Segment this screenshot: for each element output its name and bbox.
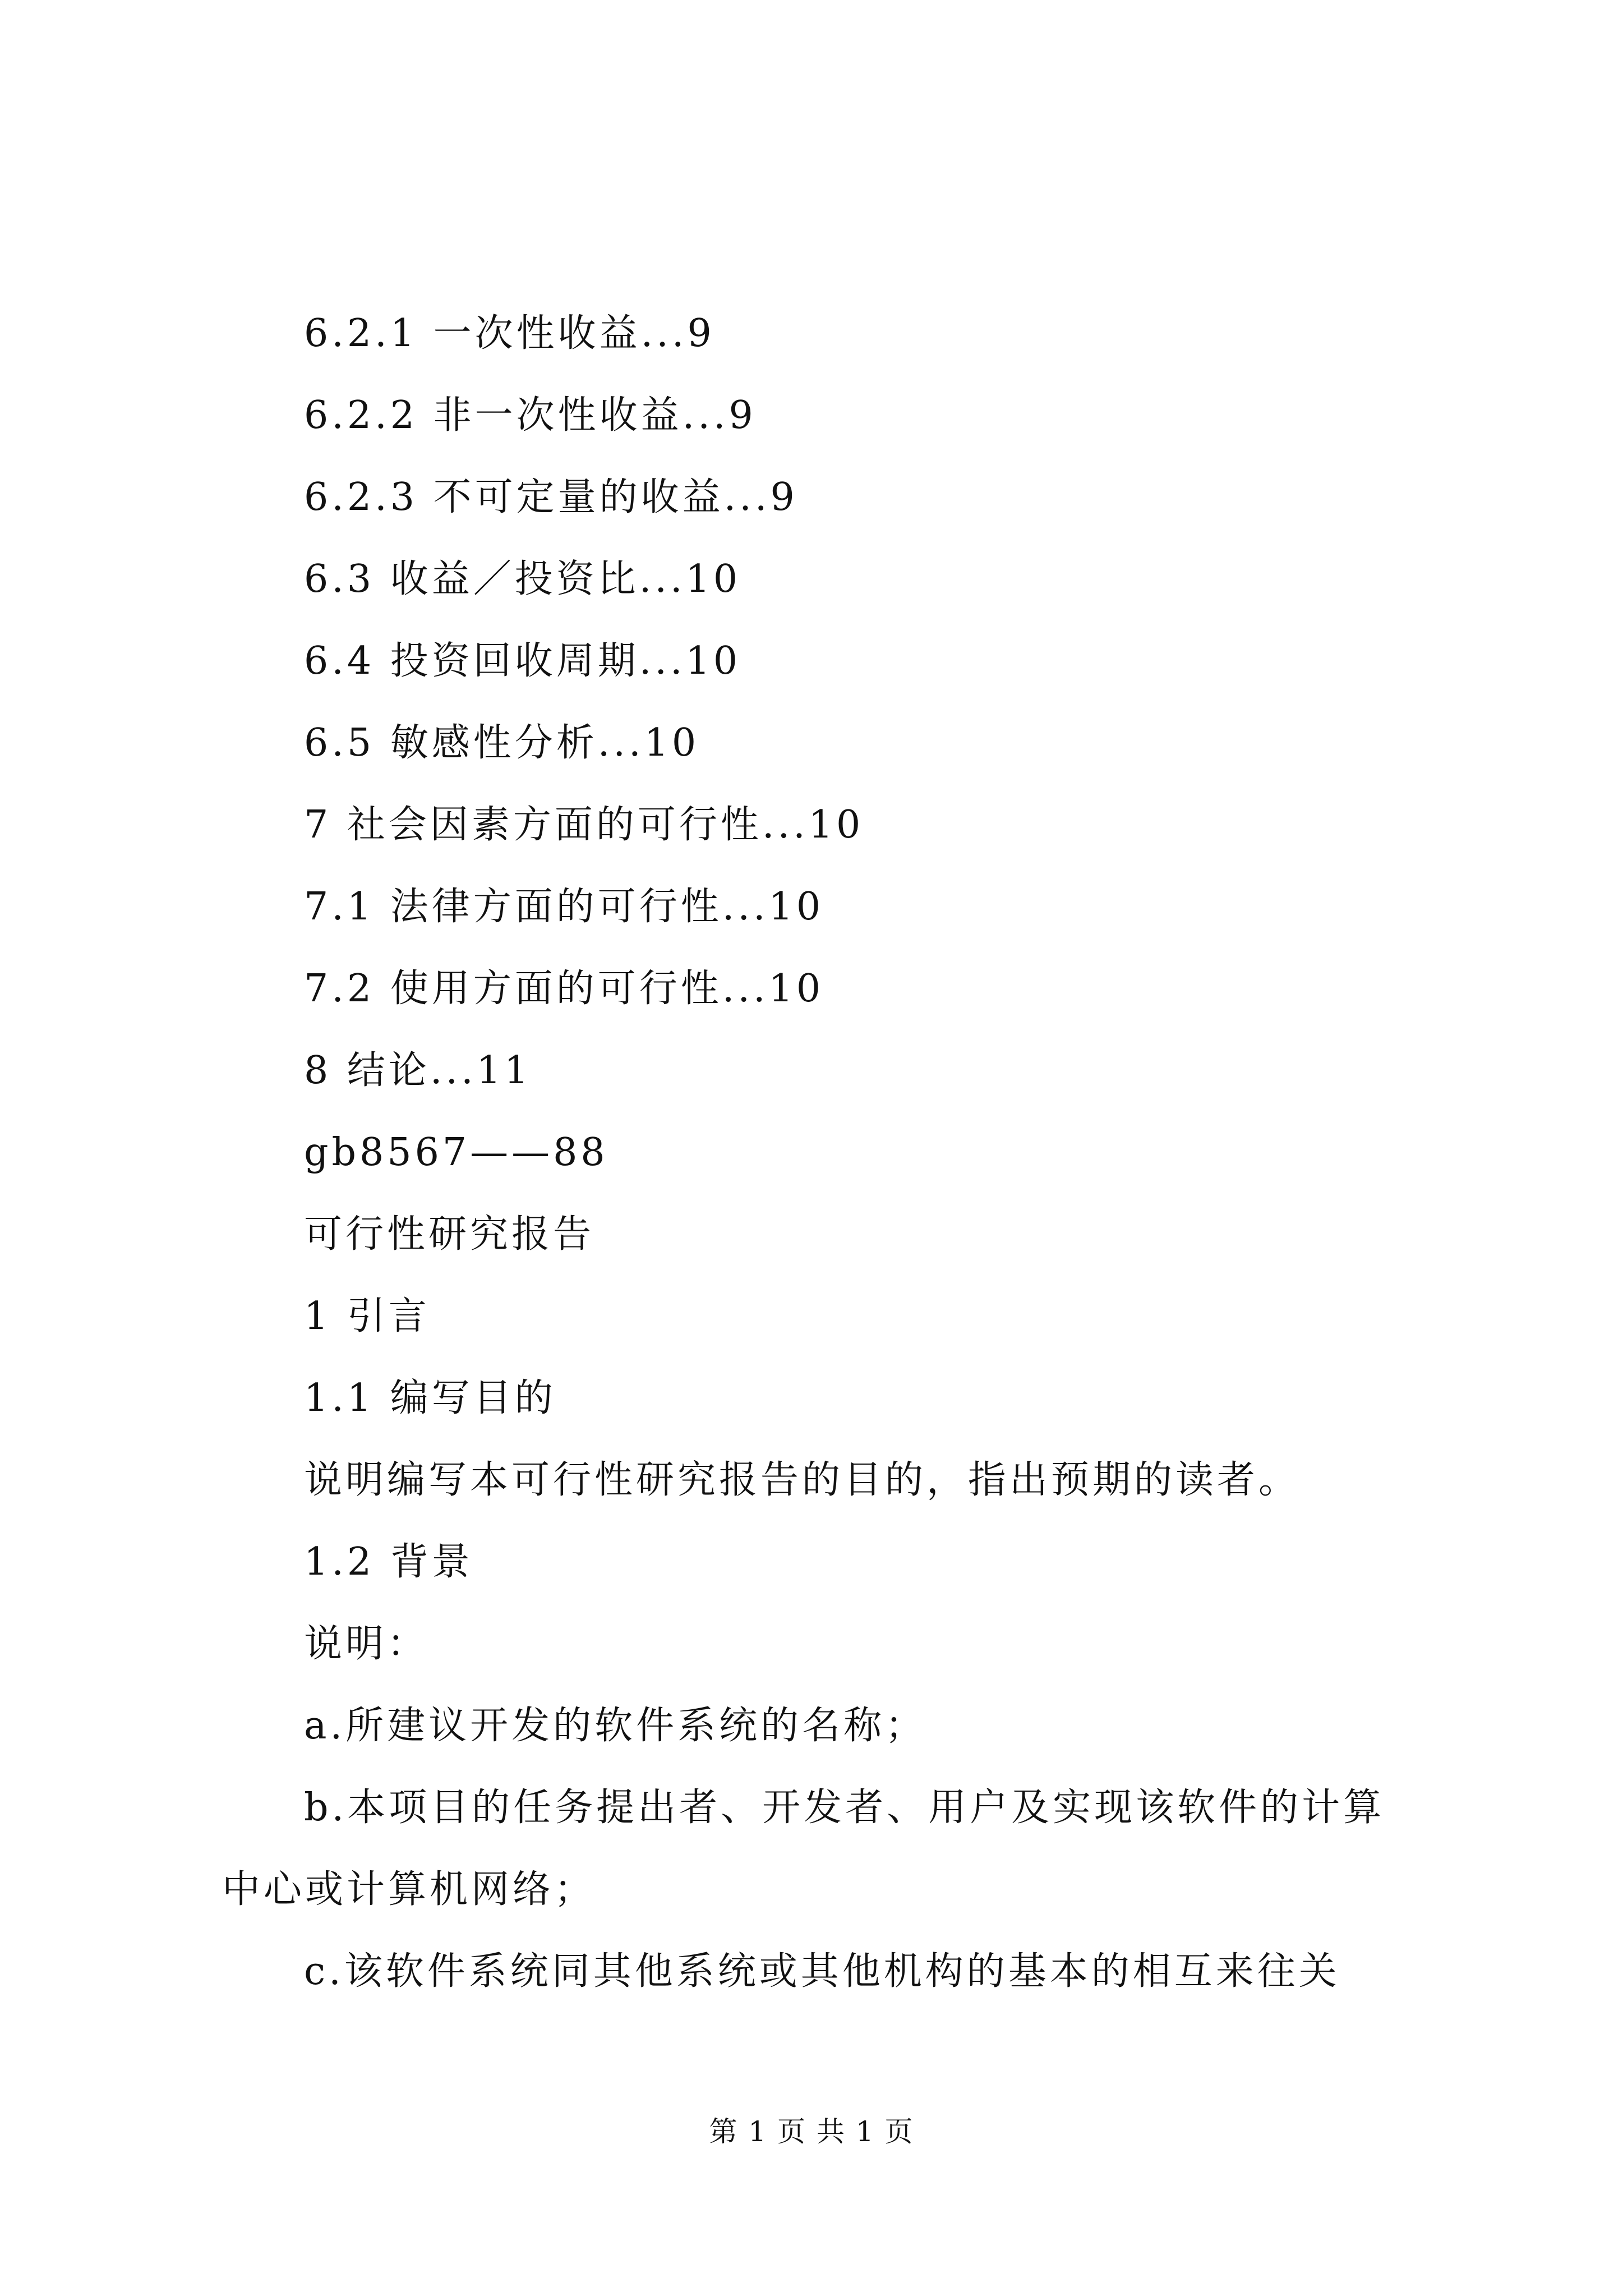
list-item-continuation: 中心或计算机网络；	[222, 1867, 596, 1912]
toc-entry: 6.4 投资回收周期...10	[304, 639, 741, 683]
toc-entry: 8 结论...11	[304, 1048, 532, 1093]
toc-entry: 6.2.1 一次性收益...9	[304, 311, 715, 356]
toc-entry: 6.3 收益／投资比...10	[304, 557, 741, 601]
toc-entry: 7.1 法律方面的可行性...10	[304, 885, 824, 929]
toc-entry: 6.2.3 不可定量的收益...9	[304, 475, 798, 519]
list-item: a.所建议开发的软件系统的名称；	[304, 1704, 927, 1748]
subsection-heading: 1.1 编写目的	[304, 1376, 556, 1420]
toc-entry: 6.2.2 非一次性收益...9	[304, 393, 757, 438]
toc-entry: 6.5 敏感性分析...10	[304, 721, 700, 765]
list-item: b.本项目的任务提出者、开发者、用户及实现该软件的计算	[304, 1786, 1385, 1830]
document-title: 可行性研究报告	[304, 1212, 595, 1257]
paragraph: 说明编写本可行性研究报告的目的，指出预期的读者。	[304, 1458, 1301, 1502]
subsection-heading: 1.2 背景	[304, 1540, 473, 1584]
page-footer: 第 1 页 共 1 页	[709, 2115, 914, 2148]
section-heading: 1 引言	[304, 1294, 430, 1338]
standard-code: gb8567——88	[304, 1130, 608, 1175]
list-item: c.该软件系统同其他系统或其他机构的基本的相互来往关	[304, 1949, 1340, 1994]
paragraph: 说明：	[304, 1622, 429, 1666]
toc-entry: 7 社会因素方面的可行性...10	[304, 803, 864, 847]
toc-entry: 7.2 使用方面的可行性...10	[304, 967, 824, 1011]
